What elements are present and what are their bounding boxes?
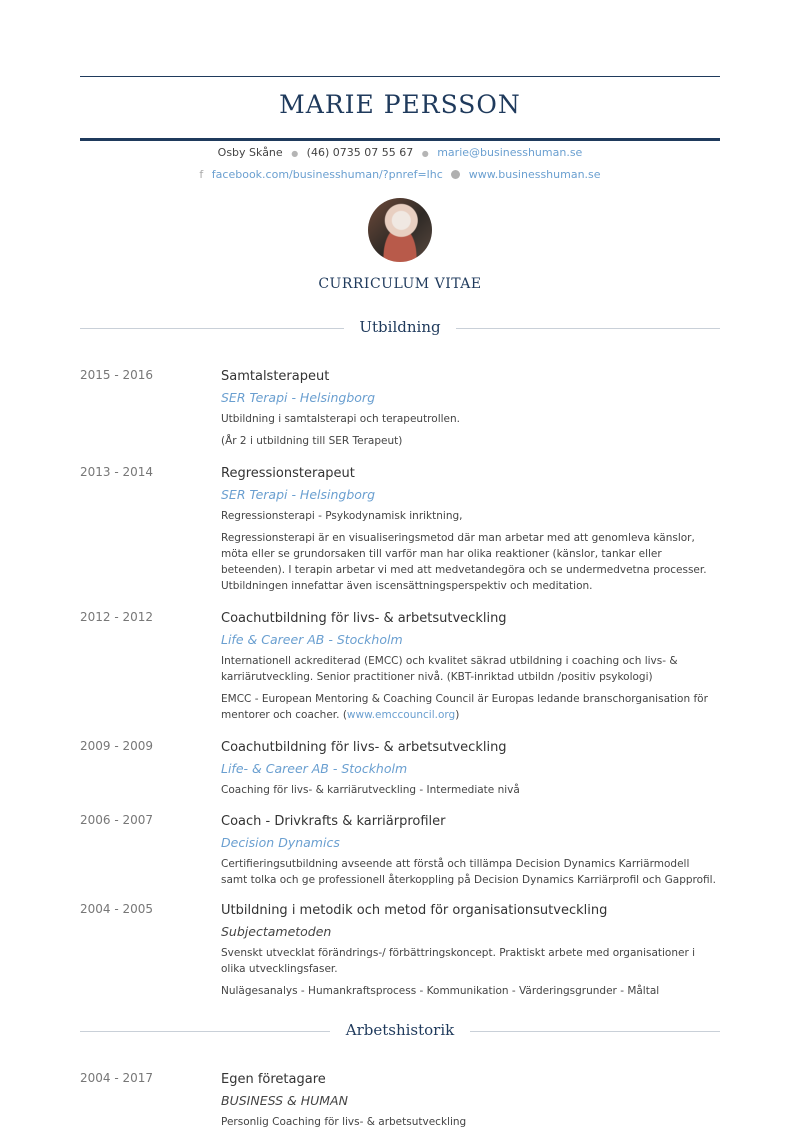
entry-organization: SER Terapi - Helsingborg — [221, 390, 375, 405]
bullet-separator-icon: ● — [421, 148, 429, 158]
entry-body — [221, 610, 718, 729]
section-title: Utbildning — [359, 318, 441, 336]
candidate-name: MARIE PERSSON — [279, 90, 521, 119]
bullet-separator-icon: ● — [291, 148, 299, 158]
entry-title: Samtalsterapeut — [221, 369, 330, 384]
entry-organization: BUSINESS & HUMAN — [221, 1093, 348, 1108]
globe-icon — [451, 170, 460, 179]
entry-body — [221, 368, 718, 455]
entry-body — [221, 902, 718, 1005]
header-bottom-rule — [80, 138, 720, 141]
section-heading-work-history — [80, 1021, 720, 1041]
entry-title: Coach - Drivkrafts & karriärprofiler — [221, 814, 446, 829]
entry-description: Regressionsterapi - Psykodynamisk inriktning, — [221, 510, 463, 522]
emcc-link[interactable]: www.emccouncil.org — [346, 709, 456, 721]
phone-text: (46) 0735 07 55 67 — [306, 146, 414, 159]
entry-title: Egen företagare — [221, 1072, 326, 1087]
entry-organization: Decision Dynamics — [221, 835, 340, 850]
entry-date: 2013 - 2014 — [80, 465, 154, 479]
entry-description: Internationell ackrediterad (EMCC) och kvalitet säkrad utbildning i coaching och livs- & karriärutveckling. Senior practitioner nivå. (KBT-inriktad utbildn /positiv psykologi) — [221, 655, 678, 683]
entry-title: Utbildning i metodik och metod för organisationsutveckling — [221, 903, 608, 918]
entry-description: Svenskt utvecklat förändrings-/ förbättringskoncept. Praktiskt arbete med organisationer i olika utvecklingsfaser. — [221, 947, 696, 975]
cv-title: CURRICULUM VITAE — [318, 276, 482, 292]
entry-organization: SER Terapi - Helsingborg — [221, 487, 375, 502]
email-link[interactable]: marie@businesshuman.se — [437, 146, 583, 159]
entry-description: Nulägesanalys - Humankraftsprocess - Kommunikation - Värderingsgrunder - Måltal — [221, 985, 660, 997]
entry-description: Utbildning i samtalsterapi och terapeutrollen. — [221, 413, 460, 425]
facebook-link[interactable]: facebook.com/businesshuman/?pnref=lhc — [211, 168, 443, 181]
location-text: Osby Skåne — [217, 146, 283, 159]
entry-title: Regressionsterapeut — [221, 466, 355, 481]
entry-body — [221, 465, 718, 600]
entry-date: 2004 - 2017 — [80, 1071, 154, 1085]
entry-description: Regressionsterapi är en visualiseringsmetod där man arbetar med att genomleva känslor, möta eller se grundorsaken till varför man har olika reaktioner (känslor, tankar eller beteenden). I terapin arbetar vi med att medvetandegöra och se undermedvetna processer. Utbildningen innefattar även iscensättningsperspektiv och meditation. — [221, 532, 707, 592]
entry-description: (År 2 i utbildning till SER Terapeut) — [221, 435, 403, 447]
entry-organization: Life- & Career AB - Stockholm — [221, 761, 408, 776]
entry-description-emcc — [221, 691, 718, 723]
section-heading-education — [80, 318, 720, 338]
entry-body — [221, 1071, 718, 1136]
header-top-rule — [80, 76, 720, 77]
entry-body — [221, 739, 718, 804]
entry-date: 2015 - 2016 — [80, 368, 154, 382]
website-link[interactable]: www.businesshuman.se — [468, 168, 601, 181]
entry-organization: Life & Career AB - Stockholm — [221, 632, 403, 647]
entry-description: Certifieringsutbildning avseende att förstå och tillämpa Decision Dynamics Karriärmodell samt tolka och ge professionell återkoppling på Decision Dynamics Karriärprofil och Gapprofil. — [221, 858, 716, 886]
entry-description: Personlig Coaching för livs- & arbetsutveckling — [221, 1116, 467, 1128]
emcc-text-end: ) — [455, 709, 460, 721]
facebook-icon: f — [199, 168, 204, 181]
emcc-text: EMCC - European Mentoring & Coaching Council är Europas ledande branschorganisation för mentorer och coacher. ( — [221, 693, 708, 721]
entry-organization: Subjectametoden — [221, 924, 332, 939]
entry-title: Coachutbildning för livs- & arbetsutveckling — [221, 740, 507, 755]
entry-body — [221, 813, 718, 894]
contact-row-primary — [80, 146, 720, 159]
profile-photo — [368, 198, 432, 262]
entry-description: Coaching för livs- & karriärutveckling - Intermediate nivå — [221, 784, 520, 796]
entry-date: 2009 - 2009 — [80, 739, 154, 753]
entry-date: 2004 - 2005 — [80, 902, 154, 916]
entry-title: Coachutbildning för livs- & arbetsutveckling — [221, 611, 507, 626]
section-title: Arbetshistorik — [345, 1021, 455, 1039]
entry-date: 2006 - 2007 — [80, 813, 154, 827]
contact-row-links — [80, 168, 720, 181]
entry-date: 2012 - 2012 — [80, 610, 154, 624]
